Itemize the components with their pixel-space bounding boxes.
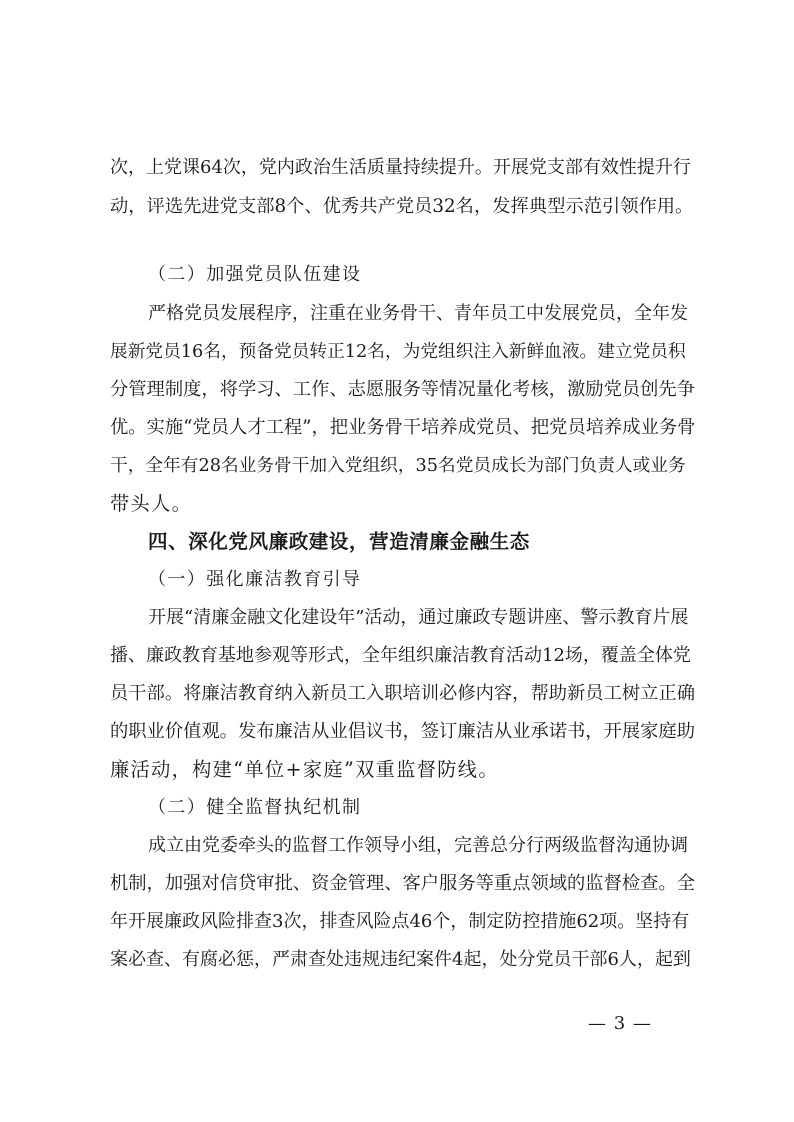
paragraph-line: 干，全年有28名业务骨干加入党组织，35名党员成长为部门负责人或业务 xyxy=(110,456,686,476)
paragraph-line: 开展“清廉金融文化建设年”活动，通过廉政专题讲座、警示教育片展 xyxy=(148,607,689,628)
section-heading: 四、深化党风廉政建设，营造清廉金融生态 xyxy=(148,530,530,553)
paragraph-line: 展新党员16名，预备党员转正12名，为党组织注入新鲜血液。建立党员积 xyxy=(110,342,686,362)
paragraph-line: 的职业价值观。发布廉洁从业倡议书，签订廉洁从业承诺书，开展家庭助 xyxy=(110,721,695,742)
paragraph-line: 动，评选先进党支部8个、优秀共产党员32名，发挥典型示范引领作用。 xyxy=(110,196,694,217)
paragraph-line: 严格党员发展程序，注重在业务骨干、青年员工中发展党员，全年发 xyxy=(148,303,688,324)
paragraph-line: 案必查、有腐必惩，严肃查处违规违纪案件4起，处分党员干部6人，起到 xyxy=(110,949,691,970)
paragraph-line: 播、廉政教育基地参观等形式，全年组织廉洁教育活动12场，覆盖全体党 xyxy=(110,645,691,666)
paragraph-line: 分管理制度，将学习、工作、志愿服务等情况量化考核，激励党员创先争 xyxy=(110,379,695,400)
subsection-heading: （二）加强党员队伍建设 xyxy=(148,264,362,285)
page-number: — 3 — xyxy=(588,1013,652,1034)
paragraph-line: 带头人。 xyxy=(110,492,193,515)
paragraph-line: 机制，加强对信贷审批、资金管理、客户服务等重点领域的监督检查。全 xyxy=(110,873,695,894)
paragraph-line: 次，上党课64次，党内政治生活质量持续提升。开展党支部有效性提升行 xyxy=(110,157,691,178)
paragraph-line: 优。实施“党员人才工程”，把业务骨干培养成党员、把党员培养成业务骨 xyxy=(110,417,696,438)
paragraph-line: 成立由党委牵头的监督工作领导小组，完善总分行两级监督沟通协调 xyxy=(148,835,688,856)
paragraph-line: 年开展廉政风险排查3次，排查风险点46个，制定防控措施62项。坚持有 xyxy=(110,911,690,932)
subsection-heading: （一）强化廉洁教育引导 xyxy=(148,569,362,590)
paragraph-line: 员干部。将廉洁教育纳入新员工入职培训必修内容，帮助新员工树立正确 xyxy=(110,683,695,704)
paragraph-line: 廉活动，构建“单位+家庭”双重监督防线。 xyxy=(110,758,499,781)
subsection-heading: （二）健全监督执纪机制 xyxy=(148,797,362,818)
